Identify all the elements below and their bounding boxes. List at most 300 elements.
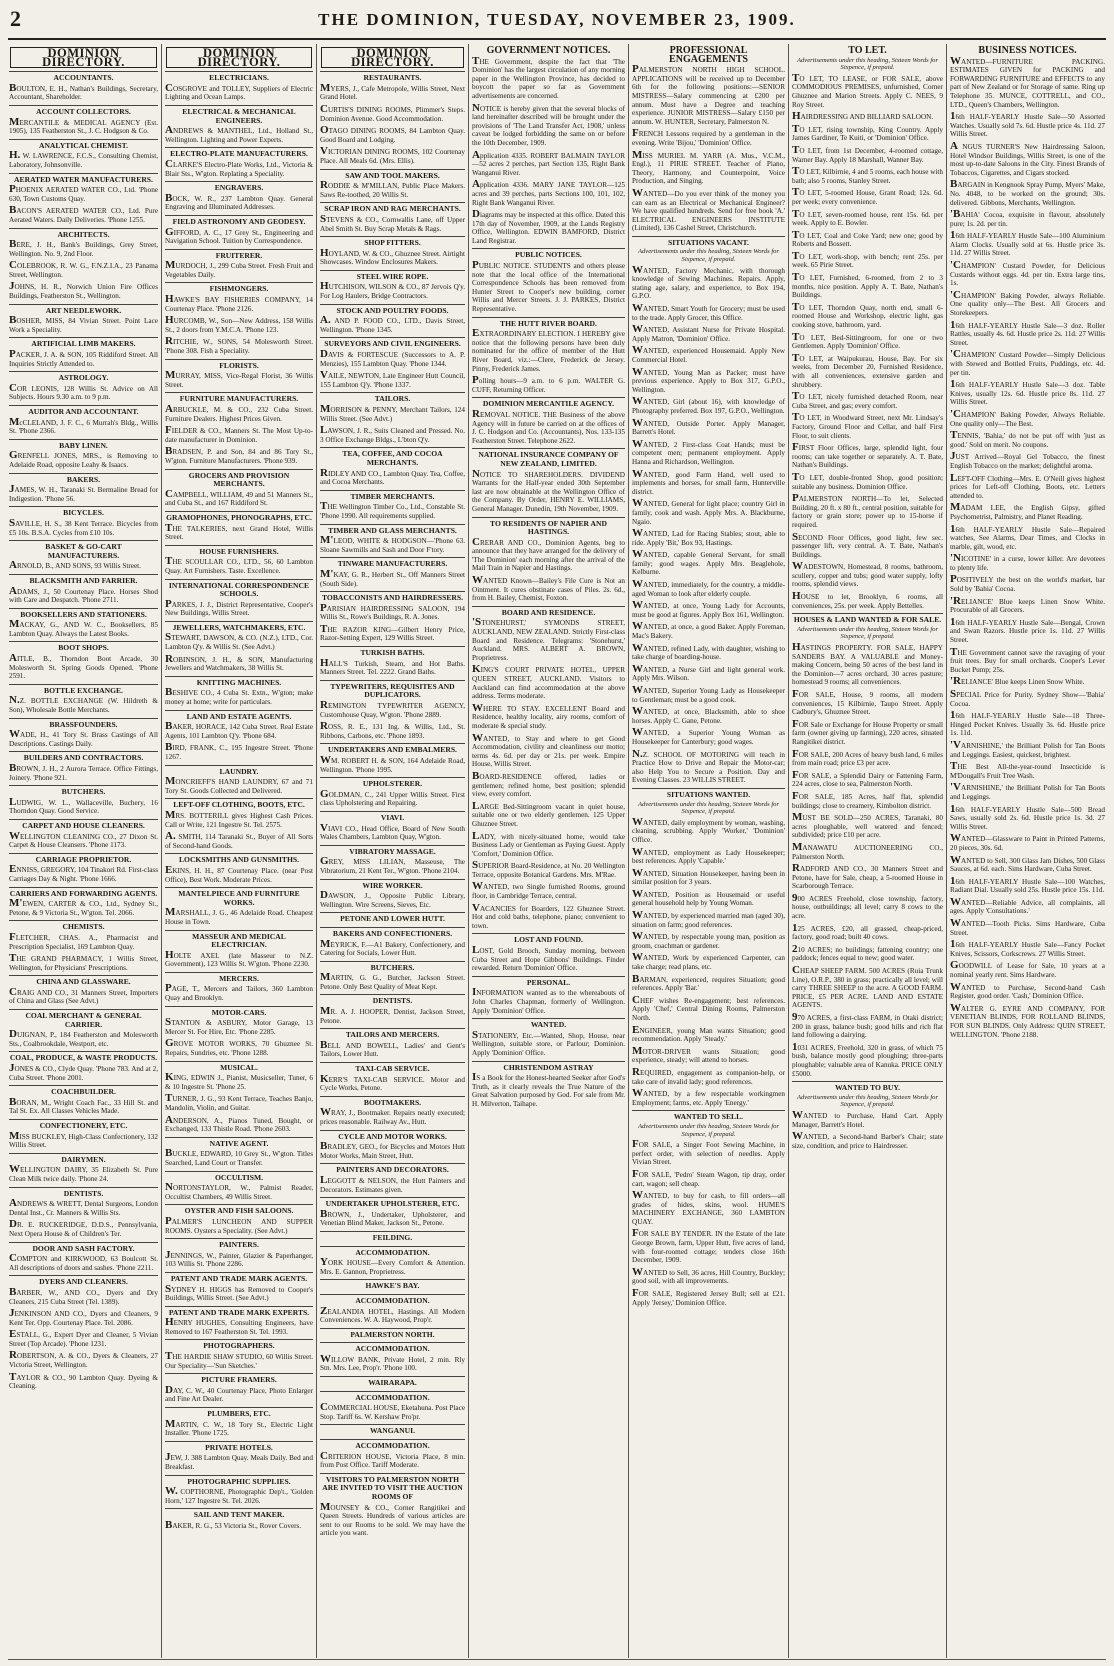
ad-section — [632, 1110, 785, 1307]
section-heading: TAXI-CAB SERVICE. — [320, 1062, 465, 1074]
masthead-rule — [8, 38, 1106, 40]
advertisement: WELLINGTON CLEANING CO., 27 Dixon St. Carpet & House Cleansers. 'Phone 1173. — [9, 829, 158, 850]
section-heading: WANTED TO BUY. — [792, 1081, 943, 1093]
advertisement: JENNINGS, W., Painter, Glazier & Paperhanger, 103 Willis St. 'Phone 2286. — [165, 1248, 313, 1269]
advertisement: POSITIVELY the best on the world's market, bar Sold by 'Bahia' Cocoa. — [950, 573, 1105, 594]
advertisement: TO LET, Thorndon Quay, north end, small 6-roomed House and Workshop, electric light, gas cooking stove, bathroom, yard. — [792, 300, 943, 330]
section-heading: KNITTING MACHINES. — [165, 676, 313, 688]
ad-section — [320, 912, 465, 924]
ad-section — [165, 71, 313, 102]
ad-section — [165, 1061, 313, 1134]
advertisement: BELL AND BOWELL, Ladies' and Gent's Tailors, Lower Hutt. — [320, 1038, 465, 1059]
advertisement: CRITERION HOUSE, Victoria Place, 8 min. from Post Office. Tariff Moderate. — [320, 1449, 465, 1470]
section-heading: LOST AND FOUND. — [472, 933, 625, 945]
ad-section — [632, 65, 785, 233]
advertisement: TO LET, work-shop, with bench; rent 25s. per week. 65 Pirie Street. — [792, 249, 943, 270]
section-heading: DYERS AND CLEANERS. — [9, 1275, 158, 1287]
advertisement: NOTICE TO SHAREHOLDERS. DIVIDEND Warrants for the Half-year ended 30th September last are now obtainable at the Wellington Office of the Company. By Order, HENRY E. WILLIAMS, General Manager. Dunedin, 19th November, 1909. — [472, 467, 625, 513]
ad-section — [320, 202, 465, 233]
ad-section — [9, 751, 158, 782]
section-heading: WANGANUI. — [320, 1424, 465, 1436]
section-heading: BOOT SHOPS. — [9, 641, 158, 653]
section-heading: DAIRYMEN. — [9, 1153, 158, 1165]
advertisement: GROVE MOTOR WORKS, 70 Ghuznee St. Repairs, Sundries, etc. 'Phone 1288. — [165, 1037, 313, 1058]
ad-section — [9, 405, 158, 436]
ad-section — [792, 1081, 943, 1150]
ad-section — [320, 1294, 465, 1325]
advertisement: BARGAIN in Kengnook Spray Pump, Myers' Make, No. 4048, to be worked on the ground; 30s. delivered. Gibbons, Merchants, Wellington. — [950, 178, 1105, 207]
advertisement: VICTORIAN DINING ROOMS, 102 Courtenay Place. All Meals 6d. (Mrs. Ellis). — [320, 145, 465, 165]
section-heading: ACCOMMODATION. — [320, 1342, 465, 1354]
ad-section — [320, 447, 465, 486]
advertisement: 16th HALF-YEARLY Hustle Sale—100 Aluminium Alarm Clocks. Usually sold at 6s. Hustle price 3s. 11d. 27 Willis Street. — [950, 229, 1105, 258]
section-heading: ENGRAVERS. — [165, 181, 313, 193]
ad-section — [320, 680, 465, 741]
section-heading: HOUSES & LAND WANTED & FOR SALE. — [793, 615, 942, 625]
section-heading: CHINA AND GLASSWARE. — [9, 975, 158, 987]
section-heading: MASSEUR AND MEDICAL ELECTRICIAN. — [165, 930, 313, 950]
section-heading: BOOKSELLERS AND STATIONERS. — [9, 608, 158, 620]
section-heading: AUDITOR AND ACCOUNTANT. — [9, 405, 158, 417]
advertisement: COLEBROOK, R. W. G., F.N.Z.I.A., 23 Panama Street, Wellington. — [9, 259, 158, 279]
advertisement: BIRD, FRANK, C., 195 Ingestre Street. 'Phone 1267. — [165, 741, 313, 761]
ad-section — [9, 1242, 158, 1273]
advertisement: JONES & CO., Clyde Quay. 'Phone 783. And at 2, Cuba Street. 'Phone 2001. — [9, 1062, 158, 1082]
advertisement: TURNER, J. G., 93 Kent Terrace, Teaches Banjo, Mandolin, Violin, and Guitar. — [165, 1092, 313, 1112]
section-heading: INTERNATIONAL CORRESPONDENCE SCHOOLS. — [165, 579, 313, 599]
section-heading: LAND AND ESTATE AGENTS. — [165, 710, 313, 722]
section-heading: LOCKSMITHS AND GUNSMITHS. — [165, 853, 313, 865]
advertisement: HOUSE to let, Brooklyn, 6 rooms, all conveniences, 25s. per week. Apply Bettelles. — [792, 590, 943, 610]
advertisement: BORAN, M., Wright Coach Fac., 33 Hill St. and Tal St. Ex. All Classes Vehicles Made. — [9, 1095, 158, 1116]
advertisement: DAWSON, J., Opposite Public Library, Wellington. Wire Screens, Sieves, Etc. — [320, 889, 465, 909]
section-heading: PLUMBERS, ETC. — [165, 1407, 313, 1419]
ad-section — [9, 1275, 158, 1391]
advertisement: LARGE Bed-Sittingroom vacant in quiet house, suitable one or two elderly gentlemen. 125 Upper Ghuznee Street. — [472, 799, 625, 828]
advertisement: 125 ACRES, £20, all grassed, cheap-priced, factory, good road; built 40 cows. — [792, 921, 943, 942]
section-heading: ELECTRICIANS. — [165, 71, 313, 83]
advertisement: RIDLEY AND CO., Lambton Quay. Tea, Coffee, and Cocoa Merchants. — [320, 466, 465, 487]
advertisement: MONCRIEFF'S HAND LAUNDRY, 67 and 71 Tory St. Goods Collected and Delivered. — [165, 775, 313, 795]
ad-section — [165, 765, 313, 796]
ad-section — [165, 1306, 313, 1337]
advertisement: BARMAN, experienced, requires Situation; good references. Apply 'Bar.' — [632, 972, 785, 993]
section-heading: FURNITURE MANUFACTURERS. — [165, 392, 313, 404]
section-rate-note: Advertisements under this heading, Sixteen Words for Sixpence, if prepaid. — [796, 625, 939, 641]
directory-title: DOMINION DIRECTORY. — [166, 47, 312, 68]
ad-section — [472, 448, 625, 513]
advertisement: MORRISON & PENNY, Merchant Tailors, 124 Willis Street. (See Advt.) — [320, 403, 465, 423]
section-heading: HOUSE FURNISHERS. — [165, 545, 313, 557]
ad-section — [792, 613, 943, 1078]
section-heading: PICTURE FRAMERS. — [165, 1373, 313, 1385]
advertisement: INFORMATION wanted as to the whereabouts of John Charles Chapman, formerly of Wellington. Apply 'Dominion' Office. — [472, 986, 625, 1015]
advertisement: IS a Book for the Honest-hearted Seeker after God's Truth, as it clearly reveals the True Nature of the Great Salvation purposed by God. For sale from Mr. H. Milverton, Taihape. — [472, 1071, 625, 1108]
column-professional-engagements — [628, 44, 788, 1658]
section-heading: ACCOMMODATION. — [320, 1294, 465, 1306]
advertisement: GOODWILL of Lease for Sale, 10 years at a nominal yearly rent. Sims Hardware. — [950, 959, 1105, 980]
section-heading: CHEMISTS. — [9, 920, 158, 932]
section-heading: UNDERTAKER UPHOLSTERER, ETC. — [320, 1197, 465, 1209]
section-heading: RESTAURANTS. — [320, 71, 465, 83]
advertisement: WANTED, Lad for Racing Stables; stout, able to ride. Apply 'Bit,' Box 93, Hastings. — [632, 527, 785, 547]
section-heading: ACCOMMODATION. — [320, 1246, 465, 1258]
advertisement: ADAMS, J., 50 Courtenay Place. Horses Shod with Care and Despatch. 'Phone 2711. — [9, 584, 158, 605]
advertisement: WANTED, Work by experienced Carpenter, can take charge; read plans, etc. — [632, 951, 785, 972]
ad-section — [9, 684, 158, 715]
section-heading: VIBRATORY MASSAGE. — [320, 845, 465, 857]
advertisement: FOR SALE, 'Pedro' Steam Wagon, tip dray, order cart, wagon; sell cheap. — [632, 1167, 785, 1188]
ad-section — [165, 181, 313, 212]
section-heading: COAL, PRODUCE, & WASTE PRODUCTS. — [9, 1053, 158, 1063]
ad-section — [9, 608, 158, 639]
advertisement: RODDIE & M'MILLAN, Public Place Makers. Saws Re-toothed, 20 Willis St. — [320, 179, 465, 199]
section-heading: BABY LINEN. — [9, 439, 158, 451]
ad-section — [472, 1018, 625, 1057]
section-heading: GROCERS AND PROVISION MERCHANTS. — [165, 469, 313, 489]
section-heading: VISITORS TO PALMERSTON NORTH ARE INVITED TO VISIT THE AUCTION ROOMS OF — [320, 1473, 465, 1502]
ad-section — [9, 139, 158, 170]
ad-section — [472, 976, 625, 1015]
advertisement: ZEALANDIA HOTEL, Hastings. All Modern Conveniences. W. A. Haywood, Prop'r. — [320, 1304, 465, 1325]
advertisement: NORTONSTAYLOR, W., Palmist Reader, Occultist Chambers, 49 Willis Street. — [165, 1181, 313, 1201]
advertisement: SYDNEY H. HIGGS has Removed to Cooper's Buildings, Willis Street. (See Advt.) — [165, 1282, 313, 1303]
advertisement: WANTED, by a few respectable workingmen Employment; farms, etc. Apply 'Energy.' — [632, 1087, 785, 1107]
advertisement: 'BAHIA' Cocoa, exquisite in flavour, absolutely pure; 1s. 2d. per tin. — [950, 208, 1105, 228]
ad-section — [165, 1006, 313, 1058]
ad-section — [9, 439, 158, 470]
advertisement: WALTER G. EYRE AND COMPANY, FOR VENETIAN BLINDS, FOR ROLLAND BLINDS, FOR SUN BLINDS. Only Address: QUIN STREET, WELLINGTON. 'Phone 2188. — [950, 1001, 1105, 1039]
advertisement: GOLDMAN, C., 241 Upper Willis Street. First class Upholstering and Repairing. — [320, 787, 465, 808]
ad-section — [165, 1407, 313, 1438]
section-heading: TIMBER MERCHANTS. — [320, 490, 465, 502]
advertisement: EXTRAORDINARY ELECTION. I HEREBY give notice that the following persons have been duly nominated for the office of member of the Hutt River Board, viz.:—Clere, Frederick de Jersey. Pinny, Frederick James. — [472, 327, 625, 373]
advertisement: WANTED, at once, Young Lady for Accounts, must be good at figures. Apply Box 161, Wellington. — [632, 599, 785, 619]
section-heading: DENTISTS. — [9, 1187, 158, 1199]
advertisement: 1031 ACRES, Freehold, 320 in grass, of which 75 bush, balance mostly good ploughing; three-parts ploughable; valuable area of Kanuka. PRICE ONLY £5000. — [792, 1040, 943, 1078]
advertisement: TO LET, Coal and Coke Yard; new one; good by Roberts and Bossett. — [792, 228, 943, 249]
advertisement: HOLTE AXEL (late Masseur to N.Z. Government), 123 Willis St. W'gton. 'Phone 2230. — [165, 948, 313, 969]
advertisement: EKINS, H. H., 87 Courtenay Place. (near Post Office), Best Work. Moderate Prices. — [165, 863, 313, 884]
advertisement: WANTED Known—Bailey's File Cure is Not an Ointment. It cures obstinate cases of Piles. 2s. 6d., from H. Bailey, Chemist, Foxton. — [472, 574, 625, 603]
advertisement: ANDERSON, A., Pianos Tuned, Bought, or Exchanged, 133 Thistle Road. 'Phone 2603. — [165, 1113, 313, 1134]
column-title: BUSINESS NOTICES. — [978, 45, 1077, 56]
advertisement: WANTED to Purchase, Hand Cart. Apply Manager, Barrett's Hotel. — [792, 1108, 943, 1129]
advertisement: WANTED, Factory Mechanic, with thorough knowledge of Sewing Machines. Repairs. Apply, stating age, salary, and experience, to Box 194, G.P.O. — [632, 263, 785, 301]
advertisement: MARTIN, C. W., 18 Tory St., Electric Light Installer. 'Phone 1725. — [165, 1417, 313, 1438]
section-heading: WIRE WORKER. — [320, 879, 465, 891]
advertisement: LEGGOTT & NELSON, the Hutt Painters and Decorators. Estimates given. — [320, 1173, 465, 1194]
ad-section — [9, 975, 158, 1006]
advertisement: MOUNSEY & CO., Corner Rangitikei and Queen Streets. Hundreds of various articles are sent to our Rooms to be sold. We may have the article you want. — [320, 1500, 465, 1538]
section-heading: COAL MERCHANT & GENERAL CARRIER. — [9, 1009, 158, 1029]
advertisement: WANTED, daily employment by woman, washing, cleaning, scrubbing. Apply 'Worker,' 'Dominion' Office. — [632, 815, 785, 844]
advertisement: STANTON & ASBURY, Motor Garage, 13 Mercer St. For Hire, Etc. 'Phone 2285. — [165, 1016, 313, 1036]
advertisement: ARNOLD, B., AND SONS, 93 Willis Street. — [9, 559, 141, 572]
ad-section — [320, 270, 465, 301]
section-heading: FLORISTS. — [165, 359, 313, 371]
advertisement: RADFORD AND CO., 30 Manners Street and Petone, have for Sale, cheap, a 5-roomed House in Scarborough Terrace. — [792, 862, 943, 891]
section-heading: CYCLE AND MOTOR WORKS. — [320, 1130, 465, 1142]
section-heading: PATENT AND TRADE MARK EXPERTS. — [165, 1306, 313, 1318]
advertisement: BROWN, J. H., 2 Aurora Terrace. Office Fittings, Joinery. 'Phone 921. — [9, 762, 158, 782]
section-heading: COACHBUILDER. — [9, 1085, 158, 1097]
advertisement: KERR'S TAXI-CAB SERVICE. Motor and Cycle Works, Petone. — [320, 1072, 465, 1093]
advertisement: AITLE, B., Thorndon Boot Arcade, 30 Molesworth St. Spring Goods Opened. 'Phone 2591. — [9, 652, 158, 681]
advertisement: ROSS, R. E., 131 Ing. & Willis, Ltd., St. Ribbons, Carbons, etc. 'Phone 1893. — [320, 720, 465, 740]
ad-section — [165, 511, 313, 542]
ad-section — [9, 473, 158, 504]
ad-section — [320, 1376, 465, 1388]
column-title: GOVERNMENT NOTICES. — [486, 45, 611, 56]
advertisement: LAWSON, J. R., Suits Cleaned and Pressed. No. 3 Office Exchange Bldgs., L'bton Q'y. — [320, 424, 465, 444]
section-heading: ELECTRICAL & MECHANICAL ENGINEERS. — [165, 105, 313, 125]
advertisement: DR. E. RUCKERIDGE, D.D.S., Pennsylvania, Next Opera House & of Children's Ter. — [9, 1218, 158, 1238]
ad-section — [9, 785, 158, 816]
ad-section — [320, 961, 465, 992]
section-heading: MOTOR-CARS. — [165, 1006, 313, 1018]
ad-section — [320, 304, 465, 335]
column-rate-note: Advertisements under this heading, Sixteen Words for Sixpence, if prepaid. — [796, 56, 939, 72]
ad-section — [165, 798, 313, 850]
section-heading: PERSONAL. — [472, 976, 625, 988]
advertisement: WANTED to Sell, 300 Glass Jam Dishes, 500 Glass Sauces, at 6d. each. Sims Hardware, Cuba Street. — [950, 853, 1105, 874]
section-heading: PALMERSTON NORTH. — [320, 1328, 465, 1340]
advertisement: MARTIN, G. G., Butcher, Jackson Street. Petone. Only Best Quality of Meat Kept. — [320, 971, 465, 991]
ad-section — [9, 574, 158, 605]
advertisement: TO LET, double-fronted Shop, good position; suitable any business. Dominion Office. — [792, 470, 943, 491]
ad-section — [320, 169, 465, 200]
ad-section — [9, 1051, 158, 1082]
advertisement: KING, EDWIN J., Pianist, Musicseller, Tuner, 6 & 10 Ingestre St. 'Phone 25. — [165, 1071, 313, 1091]
section-heading: JEWELLERS, WATCHMAKERS, ETC. — [165, 621, 313, 633]
ad-section — [472, 1061, 625, 1109]
ad-section — [320, 1342, 465, 1373]
advertisement: STEWART, DAWSON, & CO. (N.Z.), LTD., Cor. Lambton Q'y. & Willis St. (See Advt.) — [165, 631, 313, 652]
advertisement: VACANCIES for Boarders, 122 Ghuznee Street. Hot and cold baths, telephone, piano; convenient to town. — [472, 901, 625, 930]
advertisement: A. SMITH, 114 Taranaki St., Buyer of All Sorts of Second-hand Goods. — [165, 830, 313, 850]
section-heading: WANTED. — [472, 1018, 625, 1030]
advertisement: WM. ROBERT H. & SON, 164 Adelaide Road, Wellington. 'Phone 1995. — [320, 754, 465, 774]
advertisement: SUPERIOR Board-Residence, at No. 20 Wellington Terrace, opposite Botanical Gardens. Mrs. M'Rae. — [472, 859, 625, 879]
advertisement: WANTED—Do you ever think of the money you can earn as an Electrical or Mechanical Engineer? We have qualified hundreds. Send for free book 'A.' ELECTRICAL ENGINEERS INSTITUTE (Limited), 136 Cashel Street, Christchurch. — [632, 186, 785, 233]
column-title: TO LET. — [848, 45, 887, 56]
section-heading: ACCOMMODATION. — [320, 1439, 465, 1451]
advertisement: WANTED, employment as Lady Housekeeper; best references. Apply 'Capable.' — [632, 845, 785, 866]
advertisement: WANTED—FURNITURE PACKING. ESTIMATES GIVEN for PACKING and FORWARDING FURNITURE and EFFECTS to any part of New Zealand or for Storage of same. Ring up Telephone 35. MUNCE, COTTRELL, and CO., LTD., Queen's Chambers, Wellington. — [950, 54, 1105, 109]
advertisement: BOULTON, E. H., Nathan's Buildings, Secretary, Accountant, Shareholder. — [9, 81, 158, 102]
advertisement: JENKINSON AND CO., Dyers and Cleaners, 9 Kent Ter. Opp. Courtenay Place. Tel. 2086. — [9, 1307, 158, 1327]
advertisement: WANTED, Smart Youth for Grocery; must be used to the trade. Apply Grocer, this Office. — [632, 302, 785, 322]
advertisement: WANTED—Tooth Picks. Sims Hardware, Cuba Street. — [950, 917, 1105, 937]
directory-title: DOMINION DIRECTORY. — [321, 47, 464, 68]
ad-section — [165, 249, 313, 280]
section-heading: TAILORS AND MERCERS. — [320, 1028, 465, 1040]
advertisement: MUST BE SOLD—250 ACRES, Taranaki, 80 acres ploughable, well watered and fenced; subdivided; price £10 per acre. — [792, 811, 943, 840]
advertisement: 16th HALF-YEARLY Hustle Sale—100 Watches, Radiant Dial. Usually sold 25s. Hustle price 15s. 11d. — [950, 874, 1105, 895]
advertisement: 900 ACRES Freehold, close township, factory, house, outbuildings; all level; carry 8 cows to the acre. — [792, 891, 943, 921]
advertisement: ANDREWS & WRETT, Dental Surgeons, London Dental Inst., Cr. Manners & Willis Sts. — [9, 1197, 158, 1217]
ad-section — [165, 359, 313, 390]
section-heading: ARTIFICIAL LIMB MAKERS. — [9, 337, 158, 349]
advertisement: 'NICOTINE' in a curse, lower killer. Are devotees to plenty life. — [950, 552, 1105, 572]
advertisement: A. AND P. FOOD CO., LTD., Davis Street, Wellington. 'Phone 1345. — [320, 314, 465, 334]
advertisement: WANTED, experienced Housemaid. Apply New Commercial Hotel. — [632, 344, 785, 364]
ad-section — [320, 1231, 465, 1243]
advertisement: 16th HALF-YEARLY Hustle Sale—Repaired watches, See Alarms, Dear Times, and Clocks in marble, gilt, wood, etc. — [950, 522, 1105, 551]
advertisement: MARSHALL, J. G., 46 Adelaide Road. Cheapest House in Town. — [165, 906, 313, 926]
masthead — [0, 0, 1114, 44]
advertisement: DAY, C. W., 40 Courtenay Place, Photo Enlarger and Fine Art Dealer. — [165, 1383, 313, 1404]
ad-section — [9, 1153, 158, 1184]
section-heading: BRASSFOUNDERS. — [9, 718, 158, 730]
advertisement: 16th HALF-YEARLY Hustle Sale—3 doz. Table Knives, usually 12s. 6d. Hustle price 8s. 11d. 27 Willis Street. — [950, 378, 1105, 407]
advertisement: WANTED, 2 First-class Coat Hands; must be competent men; permanent employment. Apply Hanna and Richardson, Wellington. — [632, 437, 785, 466]
advertisement: RITCHIE, W., SONS, 54 Molesworth Street. 'Phone 308. Fish a Speciality. — [165, 335, 313, 356]
section-heading: TO RESIDENTS OF NAPIER AND HASTINGS. — [472, 517, 625, 537]
advertisement: 970 ACRES, a first-class FARM, in Otaki district; 200 in grass, balance bush; good hills and rich flat land following a dairying. — [792, 1011, 943, 1040]
section-heading: TAILORS. — [320, 392, 465, 404]
advertisement: KING'S COURT PRIVATE HOTEL, UPPER QUEEN STREET, AUCKLAND. Visitors to Auckland can find accommodation at the above address. Terms moderate. — [472, 663, 625, 701]
advertisement: HAWKE'S BAY FISHERIES COMPANY, 14 Courtenay Place. 'Phone 2126. — [165, 293, 313, 313]
column-directory-2 — [161, 44, 316, 1658]
ad-section — [320, 777, 465, 808]
advertisement: COR LEONIS, 128 Willis St. Advice on All Subjects. Hours 9.30 a.m. to 9 p.m. — [9, 381, 158, 402]
ad-section — [320, 392, 465, 444]
advertisement: M'LEOD, WHITE & HODGSON—'Phone 63. Sloane Sawmills and Sash and Door F'tory. — [320, 534, 465, 554]
section-heading: SHOP FITTERS. — [320, 236, 465, 248]
ad-section — [9, 887, 158, 918]
advertisement: PAGE, T., Mercers and Tailors, 360 Lambton Quay and Brooklyn. — [165, 982, 313, 1003]
ad-section — [9, 1009, 158, 1048]
advertisement: PHOENIX AERATED WATER CO., Ltd. 'Phone 630, Town Customs Quay. — [9, 183, 158, 203]
advertisement: 16th HALF-YEARLY Hustle Sale—50 Assorted Watches. Usually sold 7s. 6d. Hustle price 4s. 11d. 27 Willis Street. — [950, 110, 1105, 139]
advertisement: WANTED, Position as Housemaid or useful general household help by Young Woman. — [632, 887, 785, 908]
advertisement: TO LET, Kilbirnie, 4 and 5 rooms, each house with bath; also 5 rooms, Stanley Street. — [792, 165, 943, 185]
ad-section — [9, 1085, 158, 1116]
section-heading: CARRIAGE PROPRIETOR. — [9, 853, 158, 865]
column-business-notices — [946, 44, 1108, 1658]
advertisement: WANTED, capable General Servant, for small family; good wages. Apply Mrs. Beaglehole, Kelburne. — [632, 548, 785, 577]
ad-section — [165, 930, 313, 969]
section-heading: AERATED WATER MANUFACTURERS. — [9, 173, 158, 185]
section-heading: VIAVI. — [320, 811, 465, 823]
ad-section — [9, 105, 158, 136]
advertisement: PUBLIC NOTICE. STUDENTS and others please note that the local office of the International Correspondence Schools has been removed from Hunter Street to Cooper's new building, corner Willis and Mercer Streets. J. J. PARKES, District Representative. — [472, 259, 625, 314]
ad-section — [165, 1137, 313, 1168]
advertisement: HUTCHISON, WILSON & CO., 87 Jervois Q'y. For Log Haulers, Bridge Contractors. — [320, 280, 465, 301]
advertisement: FIRST Floor Offices, large, splendid light, four rooms; can take together or separately. A. T. Bate, Nathan's Buildings. — [792, 441, 943, 470]
advertisement: DAVIS & FORTESCUE (Successors to A. P. Menzies), 155 Lambton Quay. 'Phone 1344. — [320, 348, 465, 368]
advertisement: WANTED, by respectable young man, position as groom, coachman or gardener. — [632, 930, 785, 950]
advertisement: A NGUS TURNER'S New Hairdressing Saloon, Hotel Windsor Buildings, Willis Street, is one of the most up-to-date Saloons in the City. Finest Brands of Tobaccos, Cigarettes, and Cigars stocked. — [950, 139, 1105, 177]
section-heading: MUSICAL. — [165, 1061, 313, 1073]
ad-section — [9, 371, 158, 402]
advertisement: DUIGNAN, P., 184 Featherston and Molesworth Sts., Coalbrookdale, Westport, etc. — [9, 1028, 158, 1048]
advertisement: WADE, H., 41 Tory St. Brass Castings of All Descriptions. Castings Daily. — [9, 728, 158, 748]
section-heading: FEILDING. — [320, 1231, 465, 1243]
advertisement: COSGROVE and TOLLEY, Suppliers of Electric Lighting and Ocean Lamps. — [165, 81, 313, 102]
advertisement: TO LET, Bed-Sittingroom, for one or two Gentlemen. Apply 'Dominion' Office. — [792, 330, 943, 351]
advertisement: SECOND Floor Offices, good light, few sec. passenger lift, very central. A. T. Bate, Nathan's Buildings. — [792, 530, 943, 559]
ad-section — [165, 1441, 313, 1472]
advertisement: 'CHAMPION' Baking Powder, always Reliable. One quality only—The Best. All Grocers and Storekeepers. — [950, 288, 1105, 318]
advertisement: WANTED, Assistant Nurse for Private Hospital. Apply Matron, 'Dominion' Office. — [632, 323, 785, 343]
section-heading: BAKERS AND CONFECTIONERS. — [320, 927, 465, 939]
ad-section — [320, 1279, 465, 1291]
advertisement: ROBINSON, J. H., & SON, Manufacturing Jewellers and Watchmakers, 38 Willis St. — [165, 652, 313, 673]
advertisement: BOCK, W. R., 237 Lambton Quay. General Engraving and Illuminated Addresses. — [165, 191, 313, 212]
section-heading: TINWARE MANUFACTURERS. — [320, 557, 465, 569]
ad-section — [9, 506, 158, 537]
section-heading: BASKET & GO-CART MANUFACTURERS. — [9, 540, 158, 560]
advertisement: GIFFORD, A. C., 17 Grey St., Engineering and Navigation School. Tuition by Correspondence. — [165, 225, 313, 246]
ad-section — [320, 236, 465, 267]
advertisement: MADAM LEE, the English Gipsy, gifted Psychometrist, Palmistry, and Planet Reading. — [950, 501, 1105, 521]
advertisement: FOR SALE, Registered Jersey Bull; sell at £21. Apply 'Jersey,' Dominion Office. — [632, 1287, 785, 1307]
advertisement: ANDREWS & MANTHEL, Ltd., Holland St., Wellington. Lighting and Power Experts. — [165, 124, 313, 144]
advertisement: WANTED, at once, Blacksmith, able to shoe horses. Apply C. Gane, Petone. — [632, 705, 785, 725]
section-heading: PRIVATE HOTELS. — [165, 1441, 313, 1453]
ad-section — [165, 282, 313, 355]
ad-section — [320, 1424, 465, 1436]
advertisement: FOR SALE BY TENDER. IN the Estate of the late George Brown, farm, Upper Hutt, five acres of land, with four-roomed cottage; tenders close 16th December, 1909. — [632, 1227, 785, 1265]
advertisement: WANTED, at once, a good Baker. Apply Foreman, Mac's Bakery. — [632, 620, 785, 641]
ad-section — [320, 1096, 465, 1127]
ad-section — [9, 1187, 158, 1239]
section-heading: DOMINION MERCANTILE AGENCY. — [472, 397, 625, 409]
section-heading: TURKISH BATHS. — [320, 646, 465, 658]
advertisement: MACKAY, G., AND W. C., Booksellers, 85 Lambton Quay. Always the Latest Books. — [9, 618, 158, 638]
advertisement: MISS BUCKLEY, High-Class Confectionery, 132 Willis Street. — [9, 1129, 158, 1150]
section-rate-note: Advertisements under this heading, Sixteen Words for Sixpence, if prepaid. — [796, 1093, 939, 1109]
advertisement: GRENFELL JONES, MRS., is Removing to Adelaide Road, opposite Leahy & Isaacs. — [9, 449, 158, 469]
advertisement: WANTED, good Farm Hand, well used to implements and horses, for small farm, Hunterville district. — [632, 467, 785, 496]
ad-section — [165, 147, 313, 178]
section-heading: BUTCHERS. — [320, 961, 465, 973]
advertisement: MISS MURIEL M. YARR (A. Mus., V.C.M., Engl.), 11 PIRIE STREET. Teacher of Piano, Theory, Harmony, and Counterpoint, Voice Production, and Singing. — [632, 148, 785, 186]
advertisement: McCLELAND, J. F. C., 6 Murrah's Bldg., Willis St. 'Phone 2366. — [9, 415, 158, 436]
advertisement: CLARKE'S Electro-Plate Works, Ltd., Victoria & Blair Sts., W'gton. Replating a Speciality. — [165, 157, 313, 178]
section-heading: ASTROLOGY. — [9, 371, 158, 383]
advertisement: FOR SALE, a Singer Foot Sewing Machine, in perfect order, with selection of needles. Apply Vivian Street. — [632, 1138, 785, 1167]
advertisement: BAKER, HORACE, 142 Cuba Street. Real Estate Agents, 101 Lambton Q'y. 'Phone 684. — [165, 720, 313, 740]
section-heading: ACCOUNT COLLECTORS. — [9, 105, 158, 117]
advertisement: JEW, J. 388 Lambton Quay. Meals Daily. Bed and Breakfast. — [165, 1451, 313, 1471]
section-heading: LAUNDRY. — [165, 765, 313, 777]
section-heading: PAINTERS AND DECORATORS. — [320, 1163, 465, 1175]
advertisement: LOST, Gold Brooch, Sunday morning, between Cuba Street and Hope Gibbons' Buildings. Finder rewarded. Return 'Dominion' Office. — [472, 944, 625, 973]
section-heading: PAINTERS. — [165, 1238, 313, 1250]
advertisement: FOR SALE, House, 9 rooms, all modern conveniences, 15 Kilbirnie, Taupo Street. Apply Cadbury's, Ghuznee Street. — [792, 688, 943, 717]
directory-title: DOMINION DIRECTORY. — [10, 47, 157, 68]
advertisement: HAIRDRESSING AND BILLIARD SALOON. — [792, 110, 934, 123]
advertisement: HOYLAND, W. & CO., Ghuznee Street. Airtight Showcases. Window Enclosures Makers. — [320, 246, 465, 267]
advertisement: CRAIG AND CO., 31 Manners Street, Importers of China and Glass (See Advt.) — [9, 985, 158, 1006]
section-heading: STEEL WIRE ROPE. — [320, 270, 465, 282]
advertisement: PARISIAN HAIRDRESSING SALOON, 194 Willis St., Rowe's Buildings, R. A. Jones. — [320, 601, 465, 622]
advertisement: CHEF wishes Re-engagement; best references. Apply 'Chef,' Central Dining Rooms, Palmerston North. — [632, 993, 785, 1022]
advertisement: WANTED, Girl (about 16), with knowledge of Photography preferred. Box 197, G.P.O., Wellington. — [632, 395, 785, 415]
ad-section — [320, 994, 465, 1025]
ad-section — [792, 71, 943, 610]
section-heading: ART NEEDLEWORK. — [9, 304, 158, 316]
advertisement: N.Z. BOTTLE EXCHANGE (W. Hildreth & Son), Wholesale Bottle Merchants. — [9, 694, 158, 715]
advertisement: WANTED—Glassware to Paint in Printed Patterns, 20 pieces, 30s. 6d. — [950, 832, 1105, 852]
ad-section — [320, 1473, 465, 1538]
advertisement: 16th HALF-YEARLY Hustle Sale—Fancy Pocket Knives, Scissors, Corkscrews. 27 Willis Street. — [950, 938, 1105, 958]
advertisement: SAVILLE, H. S., 38 Kent Terrace. Bicycles from £5 10s. B.S.A. Cycles from £10 10s. — [9, 516, 158, 537]
